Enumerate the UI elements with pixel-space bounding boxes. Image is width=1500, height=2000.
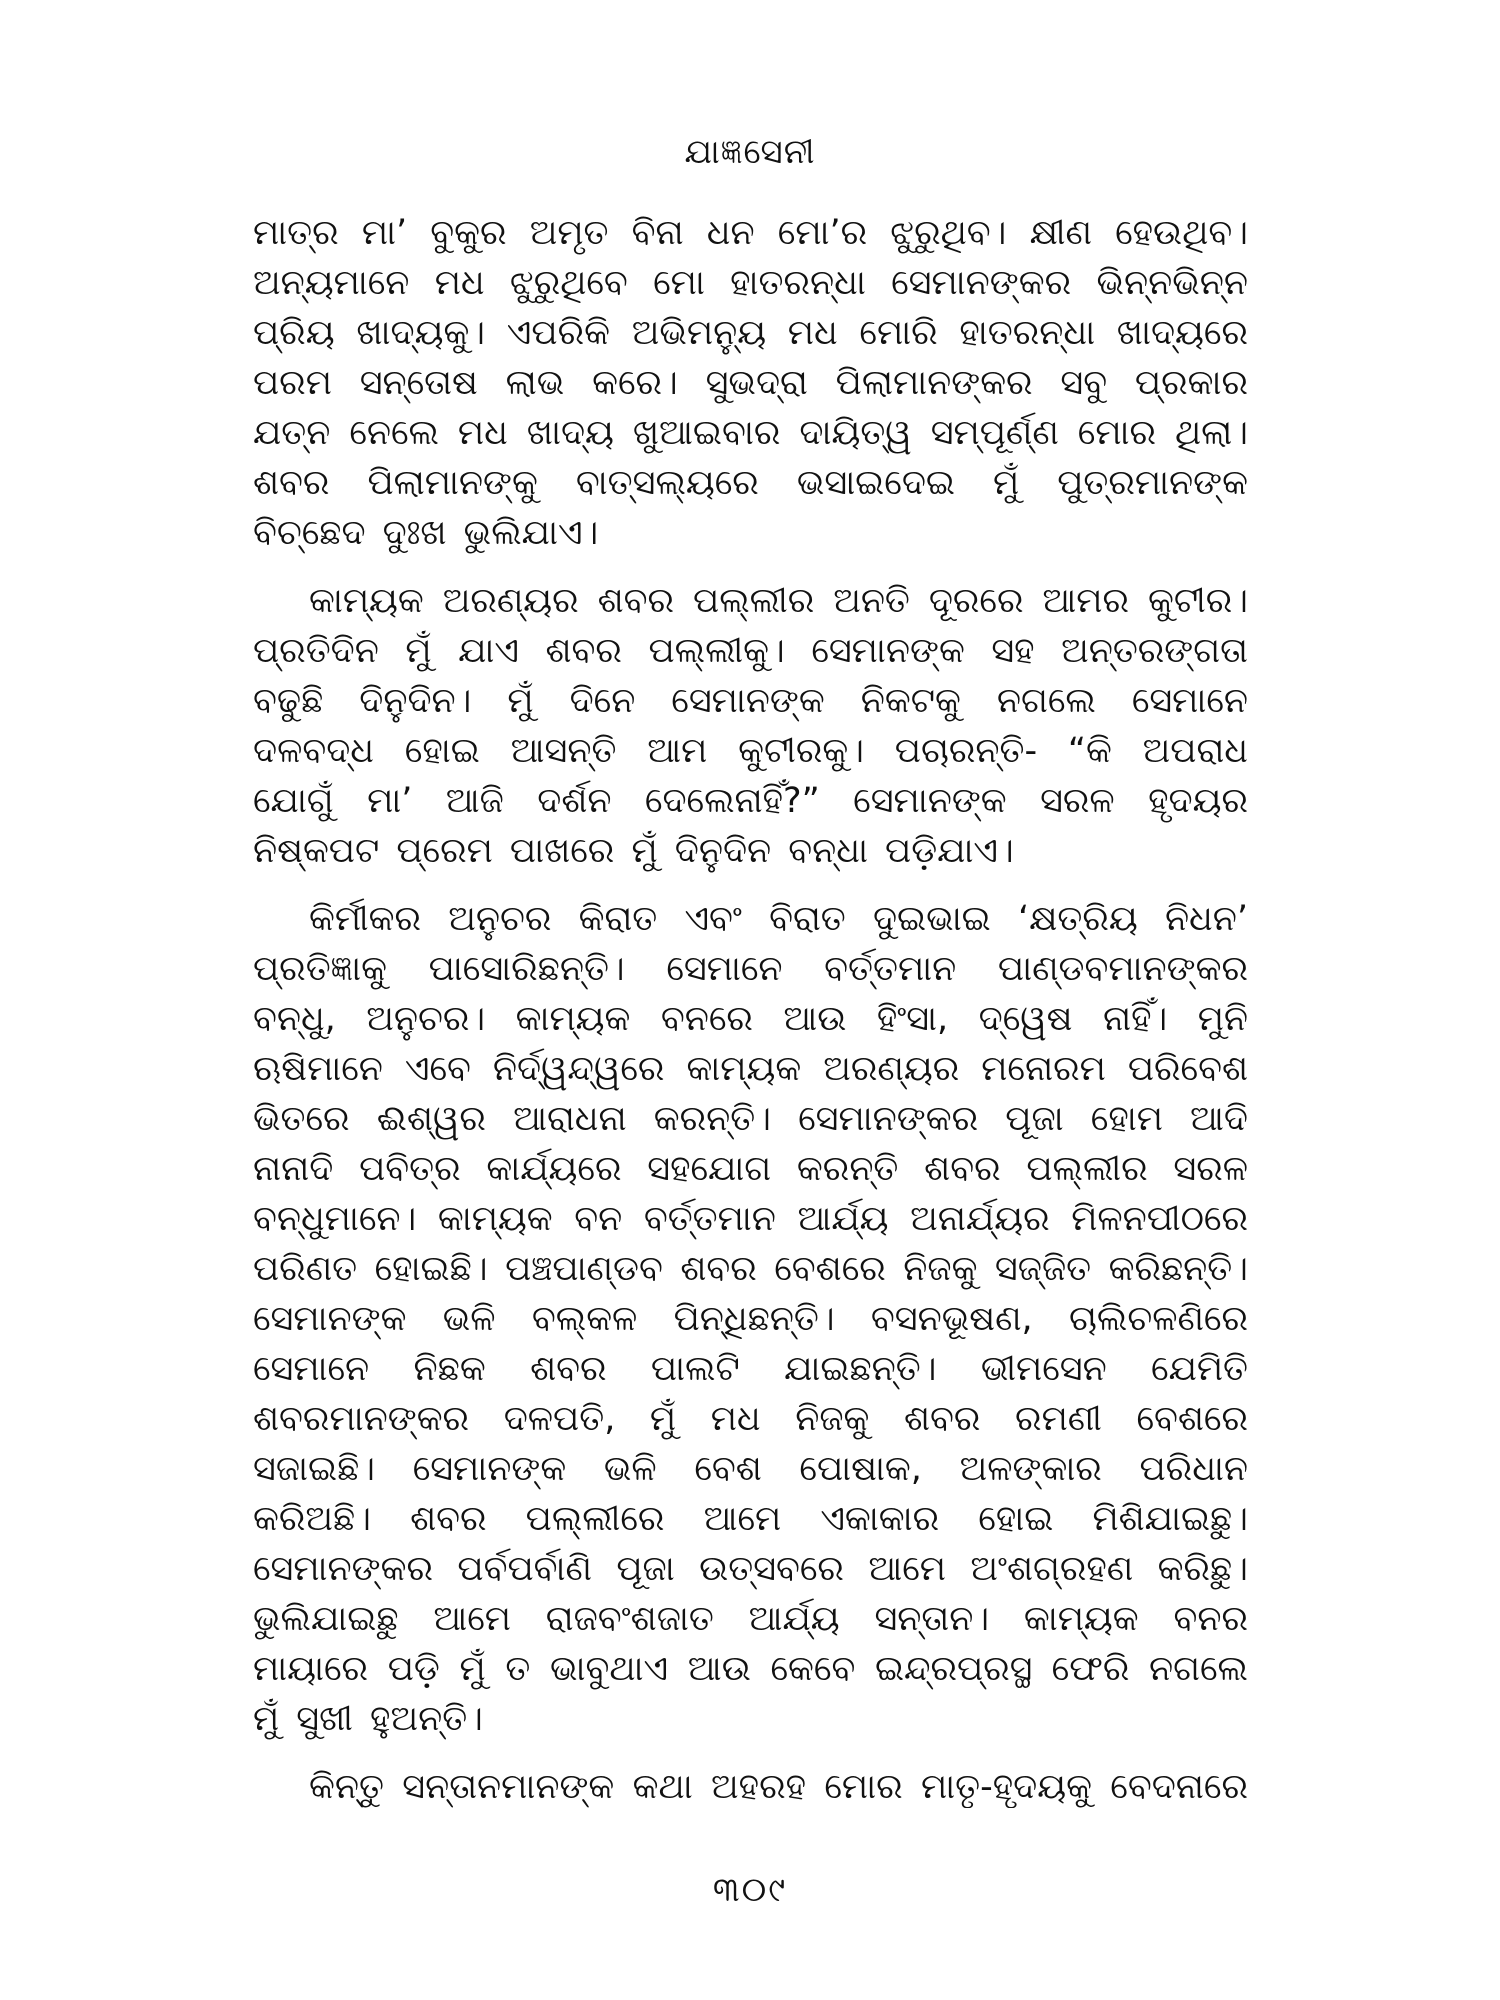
body-text [253,208,1248,1808]
paragraph-3: କିର୍ମୀକର ଅନୁଚର କିରାତ ଏବଂ ବିରାତ ଦୁଇଭାଇ ‘କ୍ଷତ୍ରିୟ ନିଧନ’ ପ୍ରତିଜ୍ଞାକୁ ପାସୋରିଛନ୍ତି। ସେମାନେ ବର୍ତ୍ତମାନ ପାଣ୍ଡବମାନଙ୍କର ବନ୍ଧୁ, ଅନୁଚର। କାମ୍ୟକ ବନରେ ଆଉ ହିଂସା, ଦ୍ୱେଷ ନାହିଁ। ମୁନି ଋଷିମାନେ ଏବେ ନିର୍ଦ୍ୱନ୍ଦ୍ୱରେ କାମ୍ୟକ ଅରଣ୍ୟର ମନୋରମ ପରିବେଶ ଭିତରେ ଈଶ୍ୱର ଆରାଧନା କରନ୍ତି। ସେମାନଙ୍କର ପୂଜା ହୋମ ଆଦି ନାନାଦି ପବିତ୍ର କାର୍ଯ୍ୟରେ ସହଯୋଗ କରନ୍ତି ଶବର ପଲ୍ଲୀର ସରଳ ବନ୍ଧୁମାନେ। କାମ୍ୟକ ବନ ବର୍ତ୍ତମାନ ଆର୍ଯ୍ୟ ଅନାର୍ଯ୍ୟର ମିଳନପୀଠରେ ପରିଣତ ହୋଇଛି। ପଞ୍ଚପାଣ୍ଡବ ଶବର ବେଶରେ ନିଜକୁ ସଜ୍ଜିତ କରିଛନ୍ତି। ସେମାନଙ୍କ ଭଳି ବଲ୍‌କଳ ପିନ୍ଧିଛନ୍ତି। ବସନଭୂଷଣ, ଚାଲିଚଳଣିରେ ସେମାନେ ନିଛକ ଶବର ପାଲଟି ଯାଇଛନ୍ତି। ଭୀମସେନ ଯେମିତି ଶବରମାନଙ୍କର ଦଳପତି, ମୁଁ ମଧ ନିଜକୁ ଶବର ରମଣୀ ବେଶରେ ସଜାଇଛି। ସେମାନଙ୍କ ଭଳି ବେଶ ପୋଷାକ, ଅଳଙ୍କାର ପରିଧାନ କରିଅଛି। ଶବର ପଲ୍ଲୀରେ ଆମେ ଏକାକାର ହୋଇ ମିଶିଯାଇଛୁ। ସେମାନଙ୍କର ପର୍ବପର୍ବାଣି ପୂଜା ଉତ୍ସବରେ ଆମେ ଅଂଶଗ୍ରହଣ କରିଛୁ। ଭୁଲିଯାଇଛୁ ଆମେ ରାଜବଂଶଜାତ ଆର୍ଯ୍ୟ ସନ୍ତାନ। କାମ୍ୟକ ବନର ମାୟାରେ ପଡ଼ି ମୁଁ ତ ଭାବୁଥାଏ ଆଉ କେବେ ଇନ୍ଦ୍ରପ୍ରସ୍ଥ ଫେରି ନଗଲେ ମୁଁ ସୁଖୀ ହୁଅନ୍ତି। [253,899,1248,1739]
running-header-title: ଯାଜ୍ଞସେନୀ [684,132,816,172]
paragraph-4: କିନ୍ତୁ ସନ୍ତାନମାନଙ୍କ କଥା ଅହରହ ମୋର ମାତୃ-ହୃଦୟକୁ ବେଦନାରେ [309,1767,1248,1807]
paragraph-1: ମାତ୍ର ମା’ ବୁକୁର ଅମୃତ ବିନା ଧନ ମୋ’ର ଝୁରୁଥିବ। କ୍ଷୀଣ ହେଉଥିବ। ଅନ୍ୟମାନେ ମଧ ଝୁରୁଥିବେ ମୋ ହାତରନ୍ଧା ସେମାନଙ୍କର ଭିନ୍ନଭିନ୍ନ ପ୍ରିୟ ଖାଦ୍ୟକୁ। ଏପରିକି ଅଭିମନ୍ୟୁ ମଧ ମୋରି ହାତରନ୍ଧା ଖାଦ୍ୟରେ ପରମ ସନ୍ତୋଷ ଲାଭ କରେ। ସୁଭଦ୍ରା ପିଲାମାନଙ୍କର ସବୁ ପ୍ରକାର ଯତ୍ନ ନେଲେ ମଧ ଖାଦ୍ୟ ଖୁଆଇବାର ଦାୟିତ୍ୱ ସମ୍ପୂର୍ଣ୍ଣ ମୋର ଥିଲା। ଶବର ପିଲାମାନଙ୍କୁ ବାତ୍ସଲ୍ୟରେ ଭସାଇଦେଇ ମୁଁ ପୁତ୍ରମାନଙ୍କ ବିଚ୍ଛେଦ ଦୁଃଖ ଭୁଲିଯାଏ। [253,213,1248,553]
paragraph-2: କାମ୍ୟକ ଅରଣ୍ୟର ଶବର ପଲ୍ଲୀର ଅନତି ଦୂରରେ ଆମର କୁଟୀର। ପ୍ରତିଦିନ ମୁଁ ଯାଏ ଶବର ପଲ୍ଲୀକୁ। ସେମାନଙ୍କ ସହ ଅନ୍ତରଙ୍ଗତା ବଢୁଛି ଦିନୁଦିନ। ମୁଁ ଦିନେ ସେମାନଙ୍କ ନିକଟକୁ ନଗଲେ ସେମାନେ ଦଳବଦ୍ଧ ହୋଇ ଆସନ୍ତି ଆମ କୁଟୀରକୁ। ପଚାରନ୍ତି- “କି ଅପରାଧ ଯୋଗୁଁ ମା’ ଆଜି ଦର୍ଶନ ଦେଲେନାହିଁ?” ସେମାନଙ୍କ ସରଳ ହୃଦୟର ନିଷ୍କପଟ ପ୍ରେମ ପାଖରେ ମୁଁ ଦିନୁଦିନ ବନ୍ଧା ପଡ଼ିଯାଏ। [253,581,1248,871]
page-number: ୩୦୯ [712,1870,788,1910]
